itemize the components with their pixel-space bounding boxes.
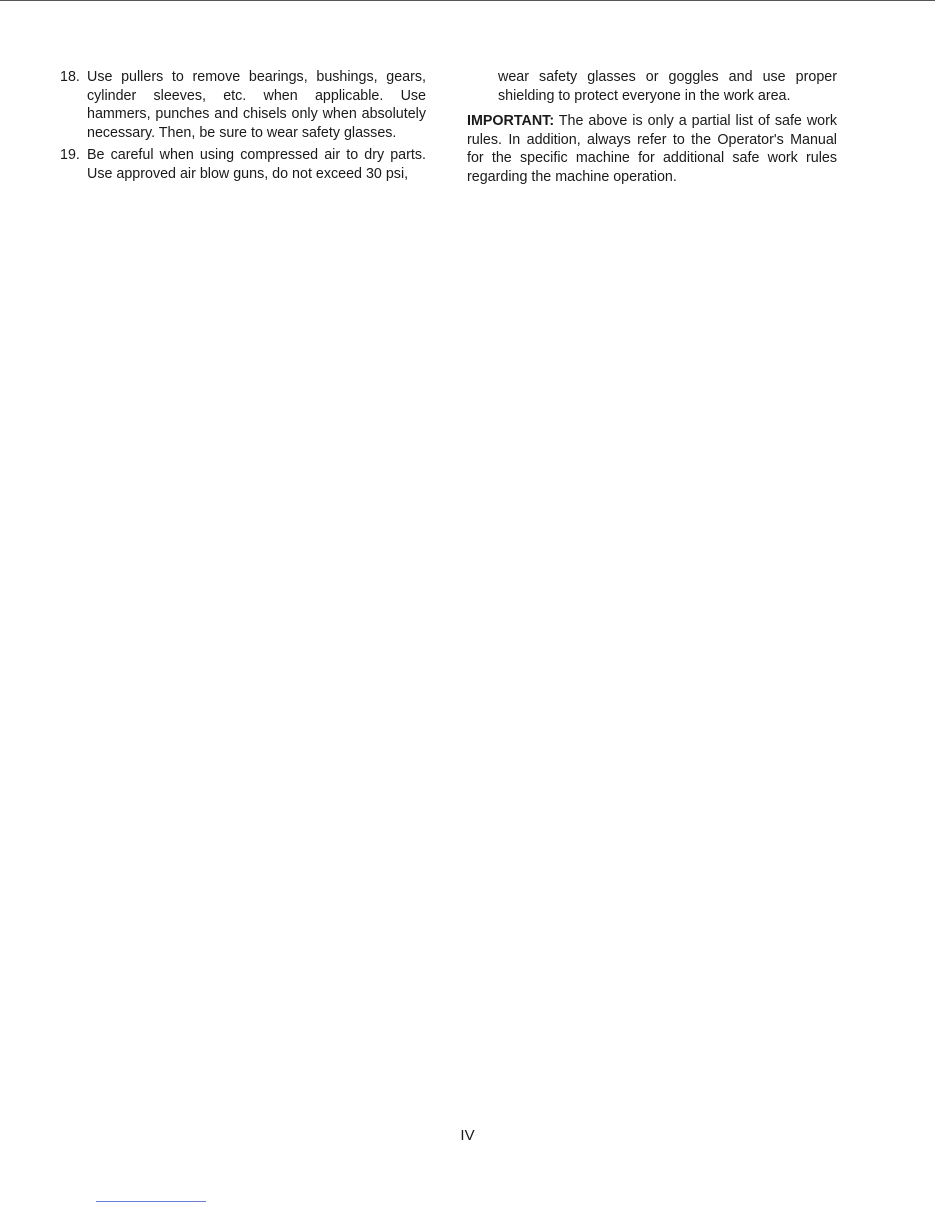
page-number: IV — [460, 1127, 475, 1144]
top-rule — [0, 0, 935, 1]
list-item-19 — [56, 146, 426, 183]
left-column — [56, 68, 426, 187]
item-text: Use pullers to remove bearings, bushings, gears, cylinder sleeves, etc. when applicable. Use hammers, punches and chisels only when absolutely necessary. Then, be sure to wear safety glasses. — [87, 69, 426, 141]
important-note — [467, 112, 837, 186]
item-19-continuation: wear safety glasses or goggles and use proper shielding to protect everyone in the work area. — [498, 69, 837, 104]
item-number: 18. — [60, 69, 80, 85]
bottom-rule — [96, 1201, 206, 1202]
important-text: The above is only a partial list of safe work rules. In addition, always refer to the Operator's Manual for the specific machine for additional safe work rules regarding the machine operation. — [467, 113, 838, 185]
important-label: IMPORTANT: — [467, 113, 555, 129]
item-number: 19. — [60, 147, 80, 163]
item-text: Be careful when using compressed air to dry parts. Use approved air blow guns, do not exceed 30 psi, — [87, 147, 426, 182]
list-item-18 — [56, 68, 426, 142]
right-column — [467, 68, 837, 186]
